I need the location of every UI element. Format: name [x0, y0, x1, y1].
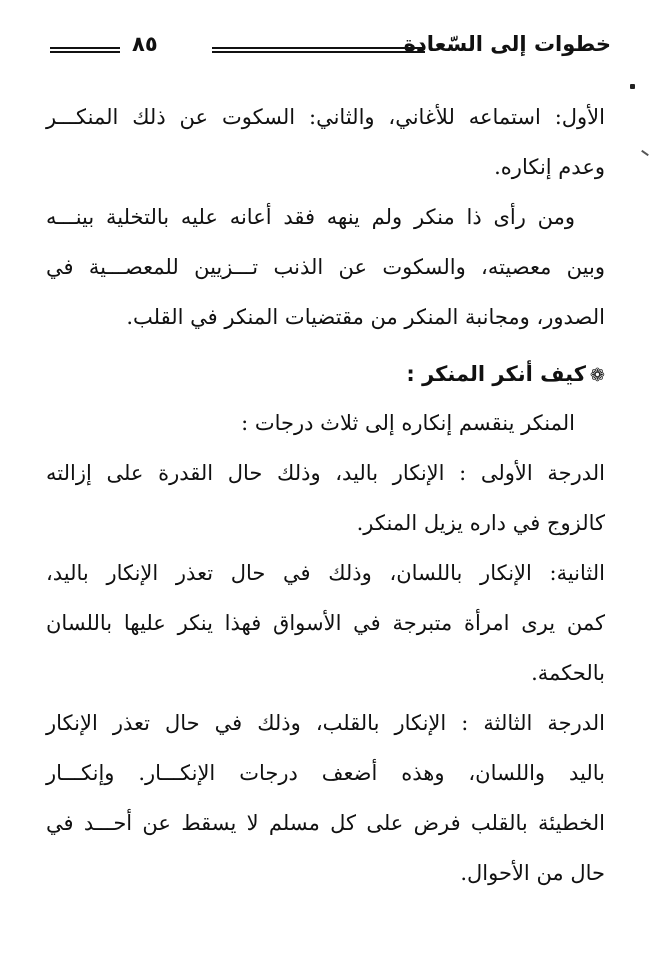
text-line: المنكر ينقسم إنكاره إلى ثلاث درجات : — [241, 411, 575, 435]
paragraph-2 — [46, 192, 605, 342]
margin-dot — [630, 84, 635, 89]
paragraph-5 — [46, 548, 605, 698]
page-body — [46, 92, 605, 898]
text-line: الأول: استماعه للأغاني، والثاني: السكوت عن ذلك المنكـــر — [46, 105, 605, 129]
page-number: ٨٥ — [132, 32, 158, 56]
text-line: بالحكمة. — [531, 661, 605, 685]
text-line: الدرجة الأولى : الإنكار باليد، وذلك حال القدرة على إزالته — [46, 461, 605, 485]
section-heading-text: كيف أنكر المنكر : — [406, 362, 586, 386]
text-line: الثانية: الإنكار باللسان، وذلك في حال تعذر الإنكار باليد، — [46, 561, 605, 585]
text-line: الخطيئة بالقلب فرض على كل مسلم لا يسقط عن أحـــد في — [46, 811, 605, 835]
text-line: وبين معصيته، والسكوت عن الذنب تـــزيين للمعصـــية في — [46, 255, 605, 279]
margin-mark — [641, 150, 649, 156]
text-line: حال من الأحوال. — [460, 861, 605, 885]
text-line: ومن رأى ذا منكر ولم ينهه فقد أعانه عليه بالتخلية بينـــه — [46, 205, 575, 229]
header-rule — [212, 47, 425, 53]
text-line: الصدور، ومجانبة المنكر من مقتضيات المنكر في القلب. — [126, 305, 605, 329]
paragraph-1 — [46, 92, 605, 192]
text-line: الدرجة الثالثة : الإنكار بالقلب، وذلك في حال تعذر الإنكار — [46, 711, 605, 735]
paragraph-4 — [46, 448, 605, 548]
paragraph-6 — [46, 698, 605, 898]
book-title: خطوات إلى السّعادة — [403, 32, 611, 56]
running-header — [48, 28, 611, 64]
paragraph-3 — [46, 398, 605, 448]
text-line: باليد واللسان، وهذه أضعف درجات الإنكـــار. وإنكـــار — [46, 761, 605, 785]
header-rule-short — [50, 47, 120, 53]
text-line: كالزوج في داره يزيل المنكر. — [356, 511, 605, 535]
text-line: كمن يرى امرأة متبرجة في الأسواق فهذا ينكر عليها باللسان — [46, 611, 605, 635]
section-heading — [46, 342, 605, 398]
text-line: وعدم إنكاره. — [494, 155, 605, 179]
flower-bullet-icon: ❁ — [589, 365, 605, 386]
